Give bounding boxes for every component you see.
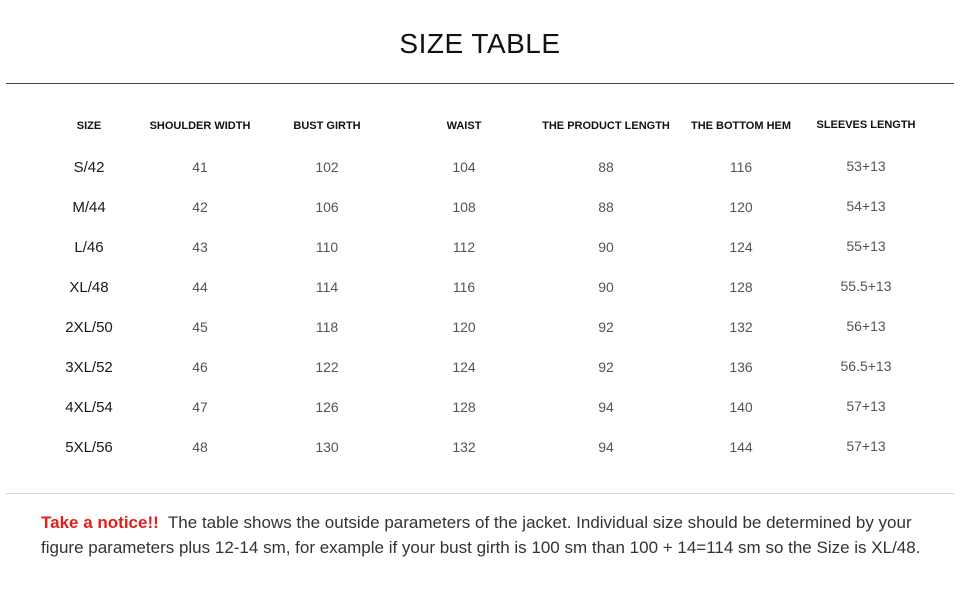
header-size: SIZE xyxy=(76,120,102,132)
notice-paragraph xyxy=(41,510,931,560)
header-waist: WAIST xyxy=(446,120,482,132)
table-cell-bust-girth: 106 xyxy=(315,199,339,215)
table-cell-sleeves-length: 57+13 xyxy=(846,438,886,454)
table-cell-sleeves-length: 56+13 xyxy=(846,318,886,334)
table-cell-size: 2XL/50 xyxy=(65,319,113,336)
table-cell-sleeves-length: 55+13 xyxy=(846,238,886,254)
table-cell-sleeves-length: 54+13 xyxy=(846,198,886,214)
table-cell-waist: 116 xyxy=(452,279,476,295)
table-cell-size: S/42 xyxy=(73,159,105,176)
table-cell-bottom-hem: 140 xyxy=(729,399,753,415)
header-bust-girth: BUST GIRTH xyxy=(293,120,361,132)
header-product-length: THE PRODUCT LENGTH xyxy=(542,120,670,132)
table-cell-waist: 128 xyxy=(452,399,476,415)
table-cell-product-length: 88 xyxy=(598,159,614,175)
table-cell-bust-girth: 114 xyxy=(315,279,339,295)
table-cell-shoulder-width: 41 xyxy=(192,159,208,175)
table-cell-size: 3XL/52 xyxy=(65,359,113,376)
table-cell-size: XL/48 xyxy=(69,279,109,296)
table-cell-product-length: 92 xyxy=(598,359,614,375)
table-cell-shoulder-width: 44 xyxy=(192,279,208,295)
table-cell-bottom-hem: 144 xyxy=(729,439,753,455)
table-cell-shoulder-width: 47 xyxy=(192,399,208,415)
table-cell-waist: 112 xyxy=(452,239,476,255)
table-cell-bottom-hem: 116 xyxy=(729,159,753,175)
table-cell-waist: 108 xyxy=(452,199,476,215)
bottom-divider xyxy=(6,493,954,494)
header-shoulder-width: SHOULDER WIDTH xyxy=(149,120,251,132)
table-cell-bottom-hem: 120 xyxy=(729,199,753,215)
table-cell-waist: 132 xyxy=(452,439,476,455)
table-cell-sleeves-length: 53+13 xyxy=(846,158,886,174)
table-cell-waist: 120 xyxy=(452,319,476,335)
table-cell-shoulder-width: 43 xyxy=(192,239,208,255)
table-cell-bust-girth: 126 xyxy=(315,399,339,415)
page-title: SIZE TABLE xyxy=(399,28,561,59)
table-cell-sleeves-length: 57+13 xyxy=(846,398,886,414)
table-cell-size: 4XL/54 xyxy=(65,399,113,416)
table-cell-shoulder-width: 42 xyxy=(192,199,208,215)
table-cell-sleeves-length: 55.5+13 xyxy=(840,278,892,294)
table-cell-shoulder-width: 45 xyxy=(192,319,208,335)
table-cell-product-length: 94 xyxy=(598,399,614,415)
table-cell-size: L/46 xyxy=(74,239,104,256)
table-cell-sleeves-length: 56.5+13 xyxy=(840,358,892,374)
table-cell-bust-girth: 130 xyxy=(315,439,339,455)
table-cell-bust-girth: 118 xyxy=(315,319,339,335)
header-sleeves-length: SLEEVES LENGTH xyxy=(816,119,916,131)
table-cell-bottom-hem: 124 xyxy=(729,239,753,255)
table-cell-shoulder-width: 48 xyxy=(192,439,208,455)
table-cell-product-length: 92 xyxy=(598,319,614,335)
table-cell-product-length: 94 xyxy=(598,439,614,455)
top-divider xyxy=(6,83,954,84)
table-cell-bust-girth: 122 xyxy=(315,359,339,375)
table-cell-size: 5XL/56 xyxy=(65,439,113,456)
header-bottom-hem: THE BOTTOM HEM xyxy=(690,120,792,132)
table-cell-bust-girth: 110 xyxy=(315,239,339,255)
table-cell-bottom-hem: 132 xyxy=(729,319,753,335)
table-cell-product-length: 88 xyxy=(598,199,614,215)
table-cell-size: M/44 xyxy=(72,199,106,216)
notice-label: Take a notice!! xyxy=(41,513,159,532)
table-cell-waist: 104 xyxy=(452,159,476,175)
table-cell-waist: 124 xyxy=(452,359,476,375)
table-cell-bottom-hem: 128 xyxy=(729,279,753,295)
table-cell-bust-girth: 102 xyxy=(315,159,339,175)
table-cell-shoulder-width: 46 xyxy=(192,359,208,375)
table-cell-product-length: 90 xyxy=(598,279,614,295)
table-cell-product-length: 90 xyxy=(598,239,614,255)
table-cell-bottom-hem: 136 xyxy=(729,359,753,375)
notice-text: The table shows the outside parameters of the jacket. Individual size should be determined by your figure parameters plus 12-14 sm, for example if your bust girth is 100 sm than 100 + 14=114 sm so the Size is XL/48. xyxy=(41,513,921,557)
